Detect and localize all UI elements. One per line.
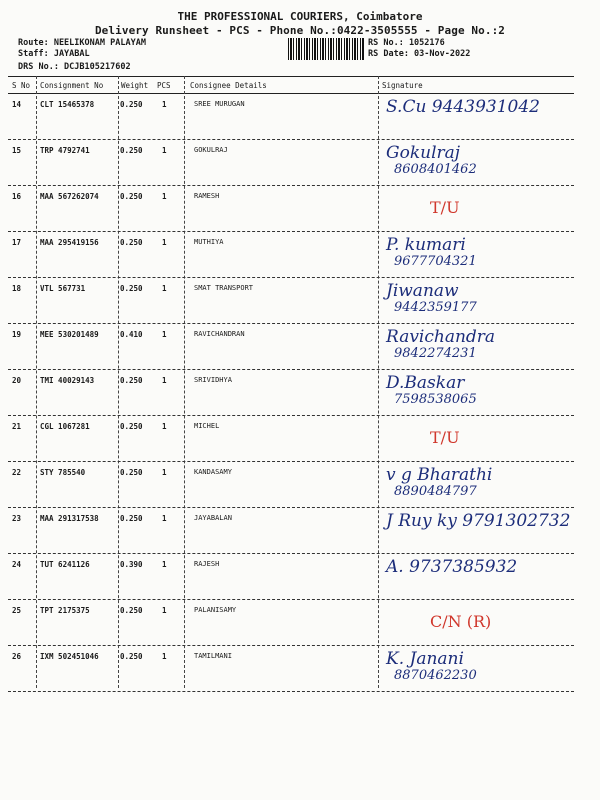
consignee-name: KANDASAMY [194,468,232,476]
row-weight: 0.250 [120,468,143,477]
row-weight: 0.250 [120,238,143,247]
signature-phone: 8890484797 [394,484,477,499]
table-row [0,278,600,324]
row-weight: 0.250 [120,284,143,293]
signature [386,466,492,499]
row-sno: 21 [12,422,22,431]
barcode [288,38,364,60]
row-sno: 24 [12,560,22,569]
table-row [0,94,600,140]
row-weight: 0.390 [120,560,143,569]
col-sno: S No [12,81,31,90]
table-row [0,600,600,646]
consignee-name: SMAT TRANSPORT [194,284,254,292]
signature [386,558,517,576]
signature [386,650,477,683]
signature-line: K. Janani [386,649,464,669]
consignment-number: CGL 1067281 [40,422,90,431]
consignee-name: GOKULRAJ [194,146,228,154]
signature-line: Gokulraj [386,143,461,163]
table-row [0,646,600,692]
signature-line: v g Bharathi [386,465,493,485]
table-row [0,232,600,278]
delivery-status-stamp: T/U [430,428,460,447]
consignment-number: MAA 295419156 [40,238,99,247]
consignee-name: JAYABALAN [194,514,232,522]
consignee-name: MUTHIYA [194,238,224,246]
route-label: Route: NEELIKONAM PALAYAM [18,38,146,48]
signature [386,282,477,315]
signature-phone: 7598538065 [394,392,477,407]
signature [386,328,495,361]
consignment-number: STY 785540 [40,468,86,477]
signature-phone: 8870462230 [394,668,477,683]
drs-number: DRS No.: DCJB105217602 [18,62,131,72]
consignee-name: PALANISAMY [194,606,237,614]
row-divider [8,691,574,692]
col-weight: Weight [121,81,149,90]
row-pcs: 1 [162,376,167,385]
signature-phone: 9842274231 [394,346,477,361]
row-weight: 0.250 [120,192,143,201]
signature-line: D.Baskar [386,373,465,393]
header-top-rule [8,76,574,77]
signature [386,374,477,407]
signature-line: Ravichandra [386,327,496,347]
consignee-name: SREE MURUGAN [194,100,245,108]
consignment-number: MAA 567262074 [40,192,99,201]
staff-label: Staff: JAYABAL [18,49,90,59]
consignment-number: MAA 291317538 [40,514,99,523]
row-sno: 19 [12,330,22,339]
consignee-name: TAMILMANI [194,652,232,660]
row-weight: 0.250 [120,652,143,661]
row-pcs: 1 [162,100,167,109]
consignee-name: SRIVIDHYA [194,376,232,384]
row-weight: 0.250 [120,422,143,431]
row-sno: 26 [12,652,22,661]
consignment-number: TUT 6241126 [40,560,90,569]
consignment-number: CLT 15465378 [40,100,95,109]
consignee-name: RAVICHANDRAN [194,330,245,338]
signature-phone: 9442359177 [394,300,477,315]
signature-line: J Ruy ky 9791302732 [386,511,571,531]
consignment-number: MEE 530201489 [40,330,99,339]
consignment-number: VTL 567731 [40,284,86,293]
table-row [0,324,600,370]
consignee-name: RAMESH [194,192,220,200]
row-sno: 14 [12,100,22,109]
signature-line: P. kumari [386,235,466,255]
row-sno: 25 [12,606,22,615]
table-row [0,508,600,554]
row-weight: 0.250 [120,514,143,523]
signature [386,98,540,116]
row-weight: 0.410 [120,330,143,339]
table-row [0,462,600,508]
consignee-name: RAJESH [194,560,220,568]
row-sno: 17 [12,238,22,247]
table-row [0,370,600,416]
table-row [0,554,600,600]
row-weight: 0.250 [120,606,143,615]
consignment-number: TMI 40029143 [40,376,95,385]
row-pcs: 1 [162,330,167,339]
consignment-number: TRP 4792741 [40,146,90,155]
row-weight: 0.250 [120,146,143,155]
row-pcs: 1 [162,606,167,615]
row-sno: 20 [12,376,22,385]
table-row [0,140,600,186]
signature-line: Jiwanaw [386,281,459,301]
signature [386,512,570,530]
row-pcs: 1 [162,146,167,155]
col-signature: Signature [382,81,423,90]
row-weight: 0.250 [120,100,143,109]
delivery-status-stamp: C/N (R) [430,612,492,631]
rs-number: RS No.: 1052176 [368,38,445,48]
signature-line: S.Cu 9443931042 [386,97,540,117]
row-pcs: 1 [162,192,167,201]
signature-phone: 9677704321 [394,254,477,269]
row-sno: 23 [12,514,22,523]
row-sno: 22 [12,468,22,477]
row-pcs: 1 [162,238,167,247]
row-pcs: 1 [162,422,167,431]
col-consignee: Consignee Details [190,81,267,90]
row-pcs: 1 [162,468,167,477]
row-sno: 18 [12,284,22,293]
col-consignment: Consignment No [40,81,104,90]
signature [386,236,477,269]
consignment-number: TPT 2175375 [40,606,90,615]
row-weight: 0.250 [120,376,143,385]
delivery-status-stamp: T/U [430,198,460,217]
consignee-name: MICHEL [194,422,220,430]
row-pcs: 1 [162,652,167,661]
table-row [0,186,600,232]
row-pcs: 1 [162,560,167,569]
signature-line: A. 9737385932 [386,557,518,577]
col-pcs: PCS [157,81,171,90]
runsheet-subtitle: Delivery Runsheet - PCS - Phone No.:0422-3505555 - Page No.:2 [94,24,506,37]
row-pcs: 1 [162,284,167,293]
consignment-number: IXM 502451046 [40,652,99,661]
signature-phone: 8608401462 [394,162,477,177]
row-sno: 16 [12,192,22,201]
table-row [0,416,600,462]
signature [386,144,477,177]
row-sno: 15 [12,146,22,155]
rs-date: RS Date: 03-Nov-2022 [368,49,471,59]
row-pcs: 1 [162,514,167,523]
company-title: THE PROFESSIONAL COURIERS, Coimbatore [177,10,423,23]
